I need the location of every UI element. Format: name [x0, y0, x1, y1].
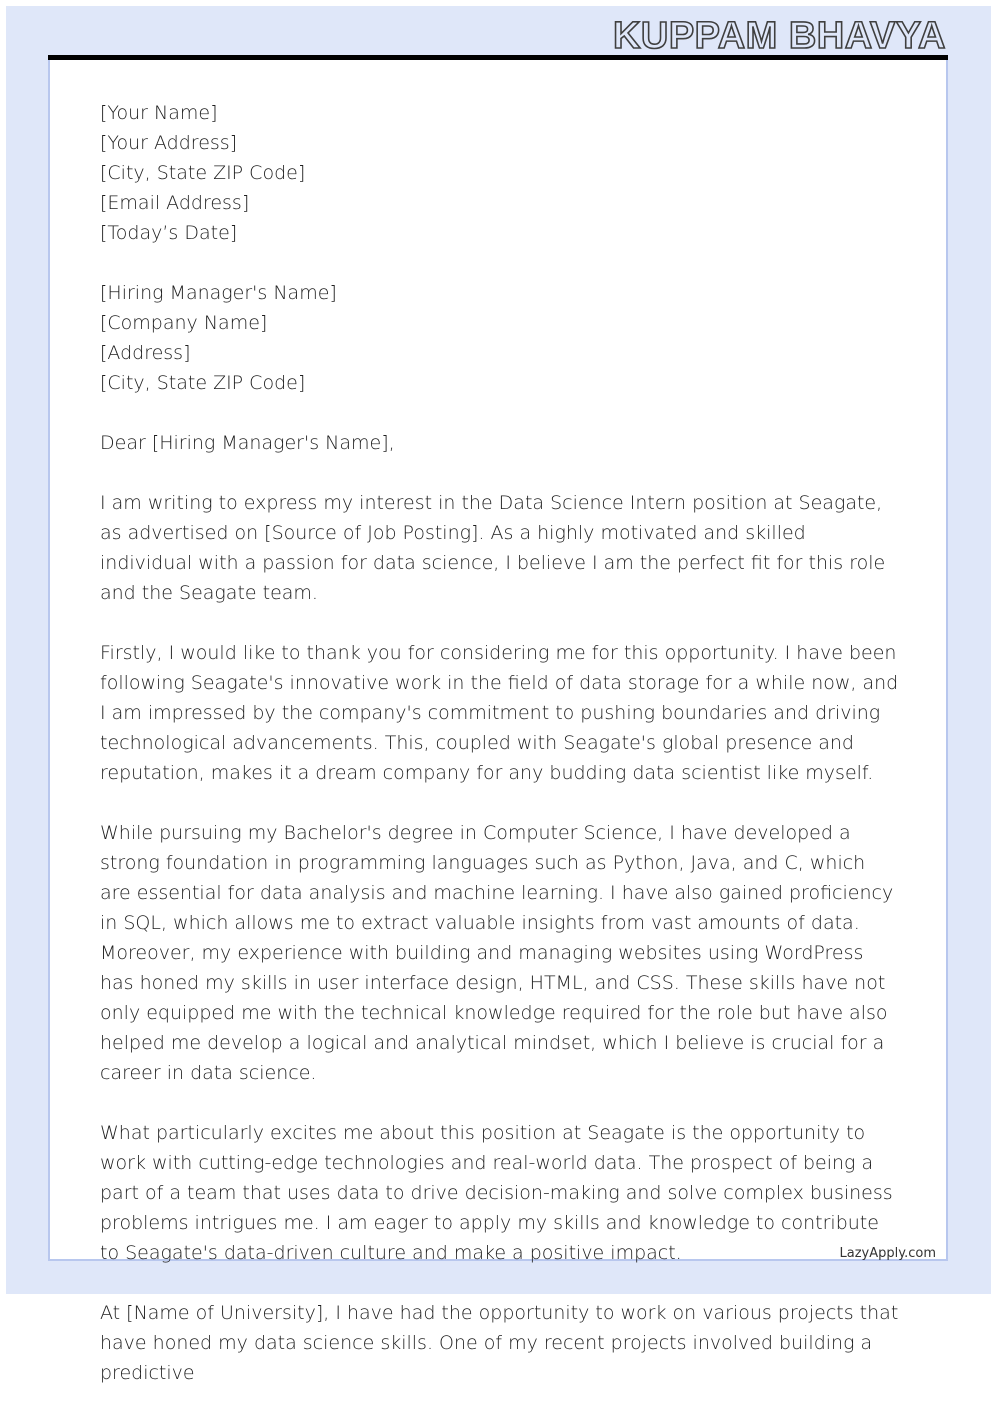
salutation: Dear [Hiring Manager's Name], [100, 432, 395, 454]
applicant-name-heading: KUPPAM BHAVYA [612, 15, 946, 57]
watermark-text: LazyApply.com [839, 1246, 936, 1261]
sender-name: [Your Name] [100, 102, 218, 124]
recipient-address: [Address] [100, 342, 191, 364]
paragraph-projects: At [Name of University], I have had the opportunity to work on various projects that have honed my data science skills. One of my recent projects involved building a predictive [100, 1302, 899, 1384]
recipient-name: [Hiring Manager's Name] [100, 282, 337, 304]
paragraph-excitement: What particularly excites me about this position at Seagate is the opportunity to work with cutting-edge technologies and real-world data. The prospect of being a part of a team that uses data to drive decision-making and solve complex business problems intrigues me. I am eager to apply my skills and knowledge to contribute to Seagate's data-driven culture and make a positive impact. [100, 1122, 893, 1264]
paragraph-motivation: Firstly, I would like to thank you for considering me for this opportunity. I have been following Seagate's innovative work in the field of data storage for a while now, and I am impressed by the company's commitment to pushing boundaries and driving technological advancements. This, coupled with Seagate's global presence and reputation, makes it a dream company for any budding data scientist like myself. [100, 642, 899, 784]
paragraph-skills: While pursuing my Bachelor's degree in Computer Science, I have developed a strong foundation in programming languages such as Python, Java, and C, which are essential for data analysis and machine learning. I have also gained proficiency in SQL, which allows me to extract valuable insights from vast amounts of data. Moreover, my experience with building and managing websites using WordPress has honed my skills in user interface design, HTML, and CSS. These skills have not only equipped me with the technical knowledge required for the role but have also helped me develop a logical and analytical mindset, which I believe is crucial for a career in data science. [100, 822, 894, 1084]
sender-block [100, 98, 900, 248]
sender-address: [Your Address] [100, 132, 238, 154]
sender-city: [City, State ZIP Code] [100, 162, 306, 184]
recipient-block [100, 278, 900, 398]
paragraph-intro: I am writing to express my interest in the Data Science Intern position at Seagate, as advertised on [Source of Job Posting]. As a highly motivated and skilled individual with a passion for data science, I believe I am the perfect fit for this role and the Seagate team. [100, 492, 886, 604]
sender-email: [Email Address] [100, 192, 250, 214]
letter-date: [Today’s Date] [100, 222, 238, 244]
recipient-company: [Company Name] [100, 312, 268, 334]
cover-letter-body [100, 98, 900, 1418]
recipient-city: [City, State ZIP Code] [100, 372, 306, 394]
